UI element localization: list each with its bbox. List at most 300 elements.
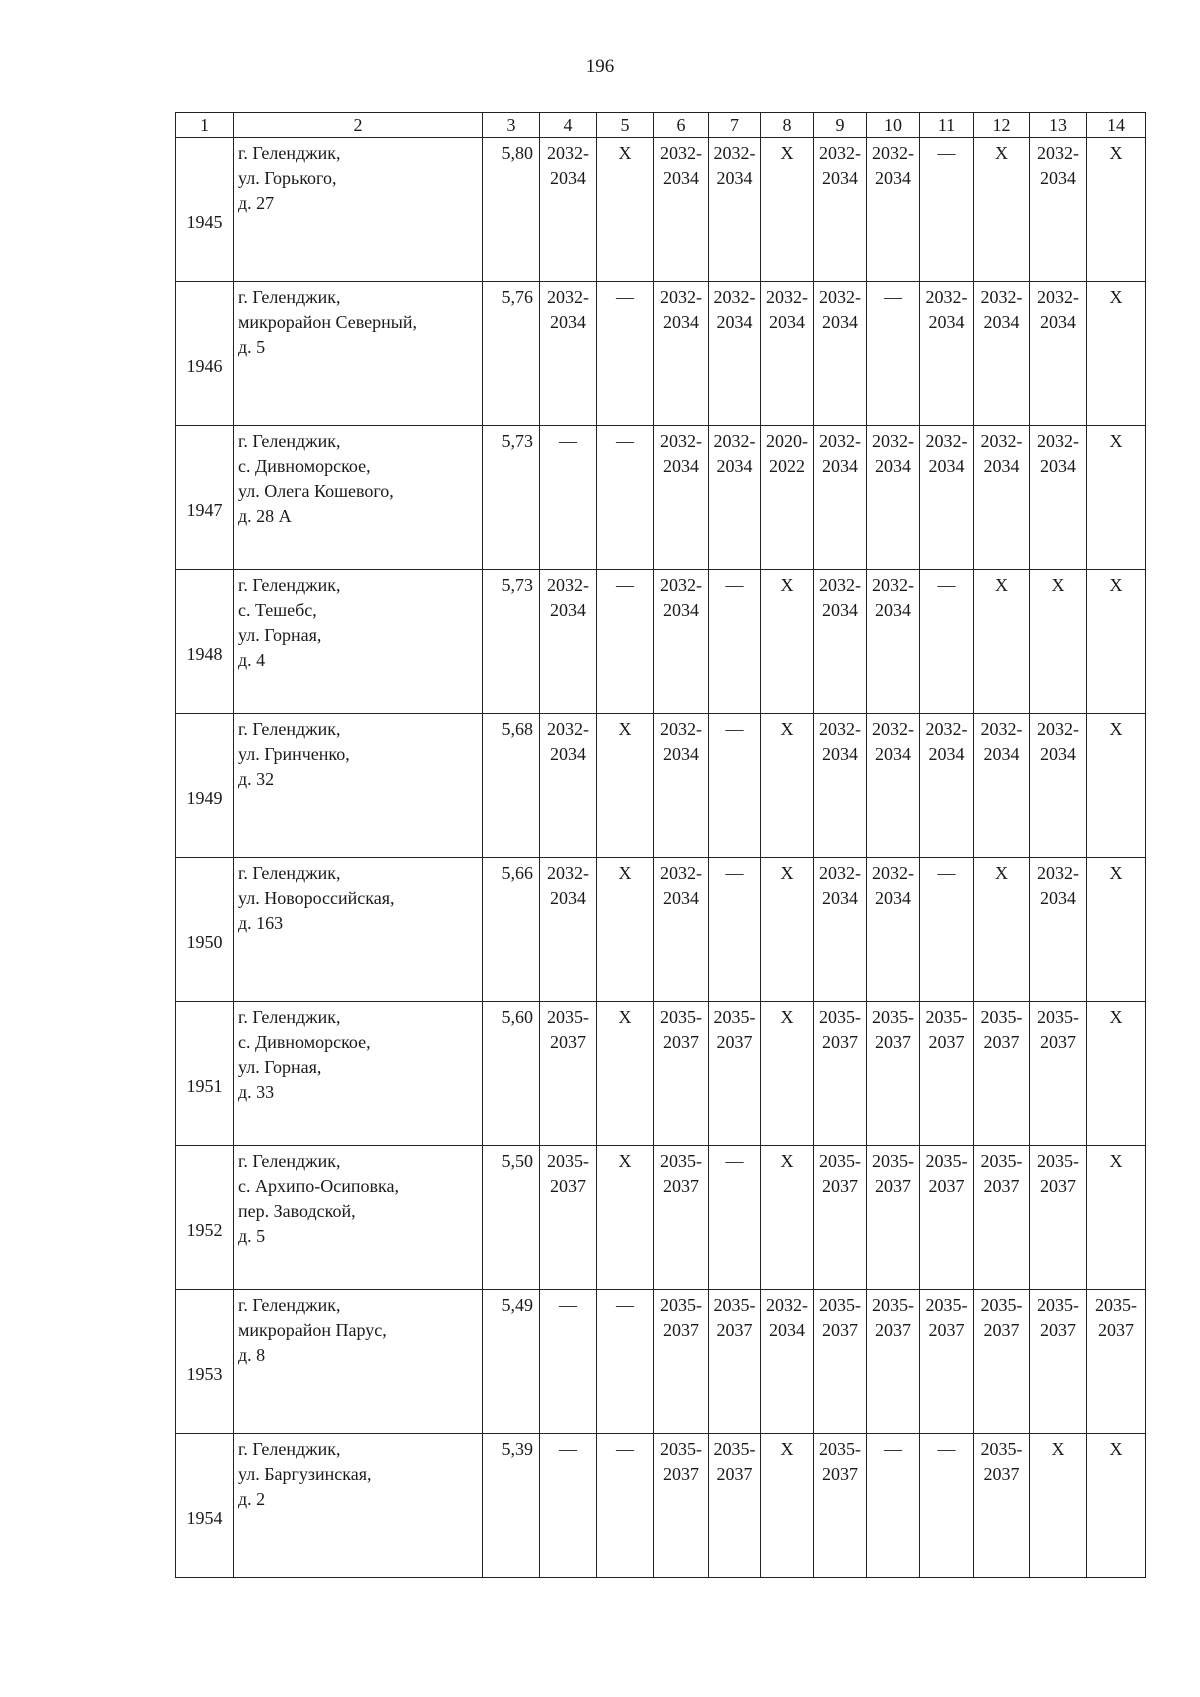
row-number: 1946 [176,282,234,426]
column-header: 1 [176,113,234,138]
year-range-end: 2034 [983,456,1020,476]
schedule-cell [920,426,974,570]
year-range-end: 2034 [875,888,911,908]
schedule-cell: X [974,858,1030,1002]
column-header: 14 [1087,113,1146,138]
table-row [176,426,1146,570]
schedule-cell [540,714,597,858]
schedule-cell: — [867,282,920,426]
column-header: 2 [234,113,483,138]
year-range-end: 2034 [550,168,586,188]
column-header: 10 [867,113,920,138]
table-row [176,1002,1146,1146]
year-range-start: 2032- [1037,431,1079,451]
schedule-cell [814,858,867,1002]
value-cell: 5,66 [483,858,540,1002]
year-range-start: 2035- [660,1151,702,1171]
year-range-start: 2035- [660,1439,702,1459]
year-range-start: 2032- [660,863,702,883]
schedule-cell [1030,426,1087,570]
year-range-start: 2032- [872,575,914,595]
year-range-end: 2037 [716,1032,753,1052]
year-range-end: 2037 [928,1320,965,1340]
year-range-end: 2037 [928,1176,965,1196]
year-range-start: 2032- [1037,143,1079,163]
schedule-cell [814,1290,867,1434]
year-range-start: 2035- [819,1151,861,1171]
year-range-start: 2035- [980,1151,1023,1171]
schedule-cell: X [1087,138,1146,282]
year-range-start: 2032- [872,863,914,883]
year-range-end: 2034 [822,312,858,332]
year-range-start: 2032- [660,431,702,451]
address-line: д. 8 [238,1345,266,1365]
value-cell: 5,76 [483,282,540,426]
schedule-cell [654,1146,709,1290]
schedule-cell [540,1002,597,1146]
year-range-start: 2032- [547,287,589,307]
address-line: г. Геленджик, [238,575,341,595]
year-range-start: 2035- [713,1007,756,1027]
row-number: 1952 [176,1146,234,1290]
year-range-start: 2035- [819,1439,861,1459]
address-cell [234,1146,483,1290]
schedule-cell [974,714,1030,858]
table-row [176,1290,1146,1434]
schedule-cell [1087,1290,1146,1434]
year-range-start: 2020- [766,431,808,451]
schedule-cell: X [761,1146,814,1290]
schedule-cell: — [540,1290,597,1434]
address-cell [234,1434,483,1578]
schedule-cell [974,1434,1030,1578]
year-range-end: 2037 [983,1176,1020,1196]
schedule-cell: X [597,1146,654,1290]
year-range-start: 2032- [925,431,968,451]
schedule-cell [1030,282,1087,426]
address-line: д. 2 [238,1489,266,1509]
table-row [176,1146,1146,1290]
year-range-start: 2032- [547,143,589,163]
year-range-start: 2032- [1037,863,1079,883]
address-line: г. Геленджик, [238,1439,341,1459]
schedule-cell [654,714,709,858]
schedule-cell: — [709,714,761,858]
year-range-end: 2037 [822,1032,858,1052]
table-row [176,138,1146,282]
year-range-start: 2032- [872,143,914,163]
year-range-start: 2035- [819,1295,861,1315]
schedule-cell: X [597,138,654,282]
schedule-cell: — [597,1434,654,1578]
schedule-cell [540,138,597,282]
year-range-start: 2035- [925,1295,968,1315]
address-line: г. Геленджик, [238,1151,341,1171]
schedule-cell: — [597,570,654,714]
schedule-cell [540,570,597,714]
year-range-start: 2032- [819,431,861,451]
address-line: ул. Гринченко, [238,744,350,764]
address-line: ул. Горная, [238,625,322,645]
year-range-end: 2037 [875,1032,911,1052]
address-line: д. 32 [238,769,275,789]
schedule-cell: X [1030,570,1087,714]
year-range-start: 2032- [660,719,702,739]
schedule-cell: — [920,1434,974,1578]
schedule-cell: X [1087,426,1146,570]
year-range-start: 2035- [872,1295,914,1315]
column-header: 13 [1030,113,1087,138]
schedule-cell [920,1290,974,1434]
schedule-cell: — [540,1434,597,1578]
year-range-end: 2034 [769,1320,805,1340]
year-range-end: 2037 [550,1032,586,1052]
schedule-cell [814,570,867,714]
year-range-start: 2032- [819,719,861,739]
year-range-end: 2034 [822,744,858,764]
year-range-end: 2034 [822,456,858,476]
year-range-start: 2035- [1037,1295,1079,1315]
table-row [176,1434,1146,1578]
year-range-end: 2037 [928,1032,965,1052]
address-line: д. 5 [238,1226,266,1246]
repair-schedule-table [175,112,1146,1578]
schedule-cell: X [974,570,1030,714]
year-range-end: 2037 [663,1176,699,1196]
year-range-end: 2034 [822,888,858,908]
schedule-cell: — [709,1146,761,1290]
schedule-cell: X [1087,714,1146,858]
value-cell: 5,50 [483,1146,540,1290]
year-range-start: 2035- [925,1007,968,1027]
year-range-end: 2034 [875,168,911,188]
year-range-start: 2032- [660,143,702,163]
schedule-cell [1030,1002,1087,1146]
header-row [176,113,1146,138]
address-line: микрорайон Северный, [238,312,417,332]
year-range-start: 2032- [660,287,702,307]
address-line: ул. Новороссийская, [238,888,395,908]
year-range-end: 2034 [716,456,753,476]
year-range-start: 2035- [1037,1007,1079,1027]
schedule-cell [709,138,761,282]
schedule-cell [814,426,867,570]
year-range-start: 2032- [819,863,861,883]
address-line: с. Дивноморское, [238,456,371,476]
schedule-cell [654,858,709,1002]
year-range-end: 2034 [769,312,805,332]
row-number: 1954 [176,1434,234,1578]
year-range-start: 2032- [547,575,589,595]
year-range-end: 2034 [928,312,965,332]
year-range-end: 2034 [1040,744,1076,764]
year-range-start: 2032- [872,719,914,739]
schedule-cell: X [761,714,814,858]
address-line: с. Тешебс, [238,600,317,620]
schedule-cell: — [540,426,597,570]
address-line: г. Геленджик, [238,863,341,883]
address-cell [234,570,483,714]
year-range-start: 2032- [819,287,861,307]
schedule-cell [709,1290,761,1434]
schedule-cell [654,570,709,714]
address-line: г. Геленджик, [238,719,341,739]
year-range-end: 2037 [716,1464,753,1484]
schedule-cell: — [920,570,974,714]
schedule-cell [814,138,867,282]
schedule-cell: X [1087,858,1146,1002]
schedule-cell [761,282,814,426]
year-range-end: 2034 [1040,456,1076,476]
schedule-cell [540,282,597,426]
address-line: ул. Горького, [238,168,337,188]
schedule-cell: — [597,282,654,426]
year-range-end: 2037 [663,1320,699,1340]
schedule-cell [1030,714,1087,858]
year-range-start: 2032- [1037,287,1079,307]
schedule-cell [867,714,920,858]
page-number: 196 [585,56,615,77]
value-cell: 5,73 [483,426,540,570]
year-range-end: 2037 [663,1032,699,1052]
schedule-cell [1030,1290,1087,1434]
year-range-start: 2035- [872,1007,914,1027]
schedule-cell [867,1290,920,1434]
year-range-end: 2037 [983,1320,1020,1340]
value-cell: 5,39 [483,1434,540,1578]
schedule-cell: X [761,1434,814,1578]
year-range-start: 2035- [713,1439,756,1459]
year-range-end: 2034 [550,744,586,764]
schedule-cell: — [597,426,654,570]
address-line: микрорайон Парус, [238,1320,387,1340]
year-range-start: 2035- [925,1151,968,1171]
row-number: 1948 [176,570,234,714]
schedule-cell: X [974,138,1030,282]
schedule-cell [814,1146,867,1290]
address-line: д. 4 [238,650,266,670]
year-range-end: 2034 [550,888,586,908]
address-cell [234,858,483,1002]
year-range-end: 2034 [663,312,699,332]
column-header: 12 [974,113,1030,138]
schedule-cell [974,1146,1030,1290]
column-header: 4 [540,113,597,138]
schedule-cell: X [1087,570,1146,714]
year-range-start: 2032- [980,431,1023,451]
year-range-end: 2037 [550,1176,586,1196]
schedule-cell [761,426,814,570]
schedule-cell [761,1290,814,1434]
schedule-cell: X [1087,1002,1146,1146]
year-range-end: 2034 [1040,312,1076,332]
year-range-end: 2037 [875,1320,911,1340]
row-number: 1950 [176,858,234,1002]
address-line: д. 33 [238,1082,275,1102]
value-cell: 5,73 [483,570,540,714]
year-range-start: 2032- [819,143,861,163]
schedule-cell [814,282,867,426]
schedule-cell [1030,858,1087,1002]
address-line: ул. Баргузинская, [238,1464,372,1484]
year-range-end: 2037 [875,1176,911,1196]
year-range-start: 2035- [980,1295,1023,1315]
schedule-cell [974,426,1030,570]
year-range-start: 2035- [819,1007,861,1027]
schedule-cell: — [597,1290,654,1434]
year-range-end: 2034 [928,456,965,476]
year-range-end: 2034 [928,744,965,764]
column-header: 9 [814,113,867,138]
schedule-cell: X [1087,1434,1146,1578]
year-range-start: 2035- [547,1007,589,1027]
schedule-cell [654,1290,709,1434]
schedule-cell [709,1434,761,1578]
year-range-start: 2032- [1037,719,1079,739]
year-range-start: 2032- [660,575,702,595]
year-range-end: 2037 [822,1320,858,1340]
year-range-start: 2035- [660,1007,702,1027]
schedule-cell: X [761,570,814,714]
column-header: 8 [761,113,814,138]
year-range-end: 2034 [875,744,911,764]
schedule-cell [867,1146,920,1290]
schedule-cell [540,1146,597,1290]
year-range-start: 2032- [713,143,756,163]
schedule-cell: X [1087,1146,1146,1290]
year-range-start: 2035- [980,1439,1023,1459]
year-range-end: 2034 [663,744,699,764]
schedule-cell [867,426,920,570]
address-line: д. 5 [238,337,266,357]
schedule-cell: X [761,858,814,1002]
schedule-cell [814,1434,867,1578]
address-cell [234,714,483,858]
value-cell: 5,49 [483,1290,540,1434]
address-line: ул. Горная, [238,1057,322,1077]
schedule-cell [654,426,709,570]
row-number: 1947 [176,426,234,570]
year-range-end: 2037 [822,1464,858,1484]
year-range-start: 2032- [819,575,861,595]
schedule-cell: X [1030,1434,1087,1578]
year-range-end: 2037 [983,1032,1020,1052]
row-number: 1951 [176,1002,234,1146]
address-line: с. Дивноморское, [238,1032,371,1052]
schedule-cell: X [597,714,654,858]
row-number: 1945 [176,138,234,282]
year-range-start: 2035- [713,1295,756,1315]
year-range-end: 2034 [716,168,753,188]
column-header: 11 [920,113,974,138]
address-line: ул. Олега Кошевого, [238,481,394,501]
address-cell [234,1290,483,1434]
address-cell [234,282,483,426]
table-row [176,282,1146,426]
year-range-start: 2032- [547,719,589,739]
schedule-cell [867,138,920,282]
year-range-start: 2032- [980,287,1023,307]
schedule-cell: X [597,858,654,1002]
year-range-start: 2035- [1095,1295,1137,1315]
schedule-cell [709,1002,761,1146]
address-line: г. Геленджик, [238,1007,341,1027]
year-range-end: 2034 [983,312,1020,332]
schedule-cell [974,282,1030,426]
schedule-cell [867,1002,920,1146]
year-range-end: 2034 [983,744,1020,764]
year-range-end: 2034 [1040,168,1076,188]
value-cell: 5,80 [483,138,540,282]
year-range-end: 2034 [875,456,911,476]
schedule-cell [814,1002,867,1146]
year-range-end: 2034 [663,456,699,476]
year-range-end: 2037 [1040,1320,1076,1340]
year-range-start: 2035- [980,1007,1023,1027]
year-range-start: 2032- [713,287,756,307]
schedule-cell: X [761,138,814,282]
address-line: д. 163 [238,913,284,933]
schedule-cell [920,714,974,858]
year-range-start: 2035- [660,1295,702,1315]
year-range-start: 2035- [547,1151,589,1171]
address-line: г. Геленджик, [238,431,341,451]
year-range-start: 2035- [872,1151,914,1171]
column-header: 5 [597,113,654,138]
table-row [176,714,1146,858]
schedule-cell: — [709,858,761,1002]
value-cell: 5,68 [483,714,540,858]
year-range-end: 2034 [875,600,911,620]
year-range-end: 2037 [822,1176,858,1196]
schedule-cell [974,1002,1030,1146]
schedule-cell: — [920,138,974,282]
schedule-cell: — [867,1434,920,1578]
schedule-cell [920,1146,974,1290]
schedule-cell [867,570,920,714]
schedule-cell [654,1002,709,1146]
schedule-cell: — [709,570,761,714]
table-row [176,858,1146,1002]
year-range-start: 2035- [1037,1151,1079,1171]
address-cell [234,1002,483,1146]
schedule-cell [920,282,974,426]
schedule-cell: X [1087,282,1146,426]
schedule-cell: — [920,858,974,1002]
schedule-cell [867,858,920,1002]
address-line: г. Геленджик, [238,1295,341,1315]
year-range-start: 2032- [547,863,589,883]
schedule-cell [709,282,761,426]
year-range-start: 2032- [925,719,968,739]
year-range-end: 2034 [663,888,699,908]
year-range-end: 2034 [550,312,586,332]
column-header: 3 [483,113,540,138]
address-line: с. Архипо-Осиповка, [238,1176,399,1196]
address-cell [234,138,483,282]
schedule-cell [974,1290,1030,1434]
schedule-cell [654,1434,709,1578]
address-cell [234,426,483,570]
row-number: 1949 [176,714,234,858]
year-range-end: 2034 [550,600,586,620]
schedule-cell [654,282,709,426]
schedule-cell [1030,1146,1087,1290]
schedule-cell [920,1002,974,1146]
year-range-end: 2034 [822,600,858,620]
column-header: 6 [654,113,709,138]
year-range-start: 2032- [925,287,968,307]
